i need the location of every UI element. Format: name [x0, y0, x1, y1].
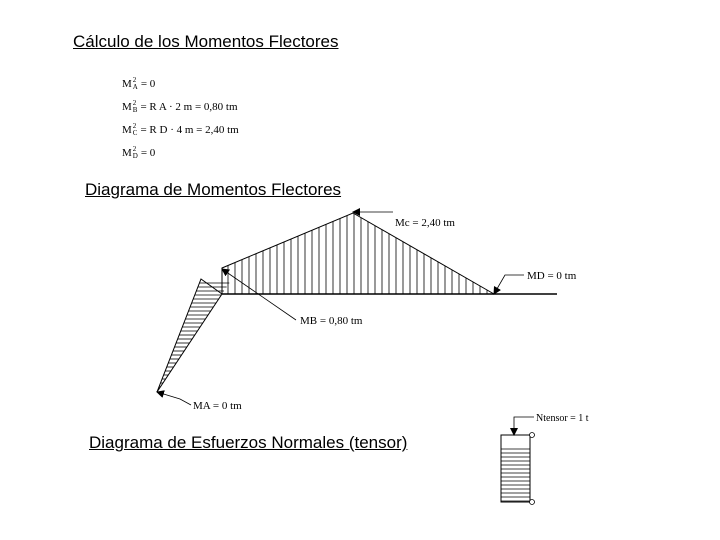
equation-symbol: M	[122, 123, 132, 136]
equation-symbol: M	[122, 146, 132, 159]
equation-symbol: M	[122, 100, 132, 113]
equation-sub: A	[132, 82, 138, 91]
equation-sup: 2	[132, 75, 137, 84]
tensor-node-bottom	[530, 500, 535, 505]
equation-symbol: M	[122, 77, 132, 90]
equation-sup: 2	[132, 144, 137, 153]
label-ntensor: Ntensor = 1 t	[536, 413, 589, 424]
label-mc: Mc = 2,40 tm	[395, 217, 455, 229]
equation-rhs: = 0	[140, 77, 156, 90]
heading-diagrama-momentos: Diagrama de Momentos Flectores	[85, 180, 342, 199]
equation-sub: C	[132, 128, 138, 137]
equation-sub: D	[132, 151, 138, 160]
heading-diagrama-normales: Diagrama de Esfuerzos Normales (tensor)	[89, 433, 408, 452]
equation-rhs: = 0	[140, 146, 156, 159]
equation-rhs: = R A · 2 m = 0,80 tm	[140, 100, 238, 113]
leader-md	[494, 275, 524, 294]
label-ma: MA = 0 tm	[193, 400, 242, 412]
equation-rhs: = R D · 4 m = 2,40 tm	[140, 123, 239, 136]
tensor-node-top	[530, 433, 535, 438]
leader-ma	[157, 392, 191, 405]
label-mb: MB = 0,80 tm	[300, 315, 363, 327]
equation-sup: 2	[132, 98, 137, 107]
heading-calculo-momentos: Cálculo de los Momentos Flectores	[73, 32, 339, 51]
tensor-hatching	[501, 449, 530, 501]
label-md: MD = 0 tm	[527, 270, 577, 282]
equation-sub: B	[132, 105, 138, 114]
equation-sup: 2	[132, 121, 137, 130]
tensor-force-diagram	[501, 435, 530, 502]
